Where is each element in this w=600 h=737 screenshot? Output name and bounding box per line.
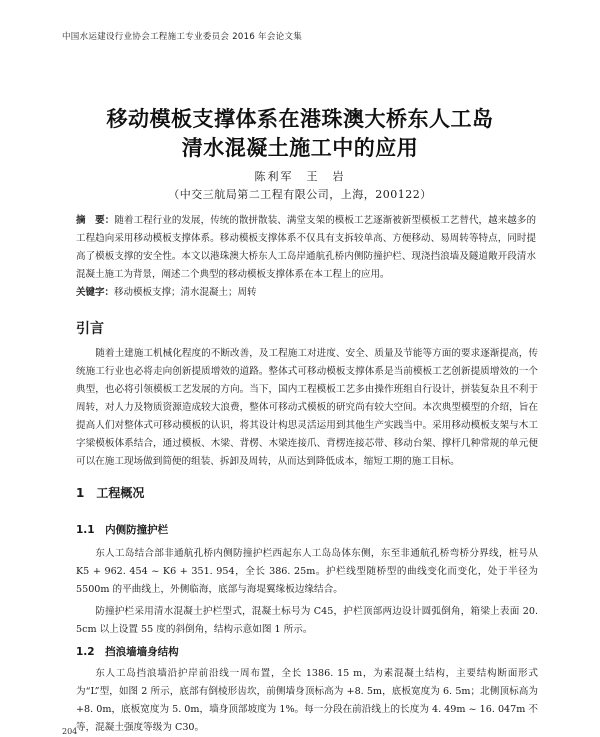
- keywords: [76, 285, 536, 301]
- section-1-2-paragraph: 东人工岛挡浪墙沿护岸前沿线一周布置，全长 1386. 15 m，为素混凝土结构，主要结构断面形式为“L”型，如图 2 所示，底部有倒棱形齿坎，前侧墙身顶标高为 +8. 5m，底板宽度为 6. 5m；北侧顶标高为 +8. 0m，底板宽度为 5. 0m，墙身顶部坡度为 1%。每一分段在前沿线上的长度为 4. 49m ~ 16. 047m 不等，混凝土强度等级为 C30。: [76, 668, 538, 733]
- running-header: 中国水运建设行业协会工程施工专业委员会 2016 年会论文集: [62, 32, 303, 42]
- section-1-1-paragraph-1: 东人工岛结合部非通航孔桥内侧防撞护栏西起东人工岛岛体东侧，东至非通航孔桥弯桥分界线，桩号从 K5 + 962. 454 ~ K6 + 351. 954，全长 386. 25m。护栏线型随桥型的曲线变化而变化，处于半径为 5500m 的平曲线上，外侧临海，底部与海堤翼缘板边缘结合。: [76, 548, 538, 595]
- section-1-1-paragraph-2: 防撞护栏采用清水混凝土护栏型式，混凝土标号为 C45，护栏顶部两边设计圆弧倒角，箱梁上表面 20. 5cm 以上设置 55 度的斜倒角，结构示意如图 1 所示。: [76, 606, 538, 635]
- keywords-label: 关键字：: [76, 287, 115, 298]
- abstract-label: 摘 要：: [76, 215, 115, 226]
- paper-title-line-2: 清水混凝土施工中的应用: [181, 136, 419, 160]
- paper-title-line-1: 移动模板支撑体系在港珠澳大桥东人工岛: [106, 107, 494, 131]
- section-1-heading: 1 工程概况: [76, 486, 145, 500]
- affiliation: （中交三航局第二工程有限公司，上海，200122）: [168, 188, 432, 201]
- intro-heading: 引言: [76, 321, 104, 337]
- authors: 陈利军 王 岩: [254, 170, 346, 183]
- abstract-text: 随着工程行业的发展，传统的散拼散装、满堂支架的模板工艺逐渐被新型模板工艺替代，越来越多的工程趋向采用移动模板支撑体系。移动模板支撑体系不仅具有支拆较单高、方便移动、易周转等特点，同时提高了模板支撑的安全性。本文以港珠澳大桥东人工岛岸通航孔桥内侧防撞护栏、现浇挡浪墙及隧道敞开段清水混凝土施工为背景，阐述二个典型的移动模板支撑体系在本工程上的应用。: [76, 215, 536, 280]
- page-number: 204: [62, 727, 78, 736]
- intro-paragraph: 随着土建施工机械化程度的不断改善，及工程施工对进度、安全、质量及节能等方面的要求逐渐提高，传统施工行业也必将走向创新提质增效的道路。整体式可移动模板支撑体系是当前模板工艺创新提质增效的一个典型，也必将引领模板工艺发展的方向。当下，国内工程模板工艺多由操作班组自行设计，拼装复杂且不利于周转，对人力及物质资源造成较大浪费，整体可移动式模板的研究尚有较大空间。本次典型模型的介绍，旨在提高人们对整体式可移动模板的认识，将其设计构思灵活运用到其他生产实践当中。采用移动模板支架与木工字梁模板体系结合，通过模板、木梁、背楞、木梁连接爪、背楞连接芯带、移动台架、撑杆几种常规的单元便可以在施工现场做到简便的组装、拆卸及周转，从而达到降低成本，缩短工期的施工目标。: [76, 348, 538, 467]
- abstract: [76, 212, 536, 284]
- section-1-2-heading: 1.2 挡浪墙墙身结构: [76, 646, 179, 658]
- section-1-1-heading: 1.1 内侧防撞护栏: [76, 524, 169, 536]
- keywords-text: 移动模板支撑；清水混凝土；周转: [114, 287, 257, 298]
